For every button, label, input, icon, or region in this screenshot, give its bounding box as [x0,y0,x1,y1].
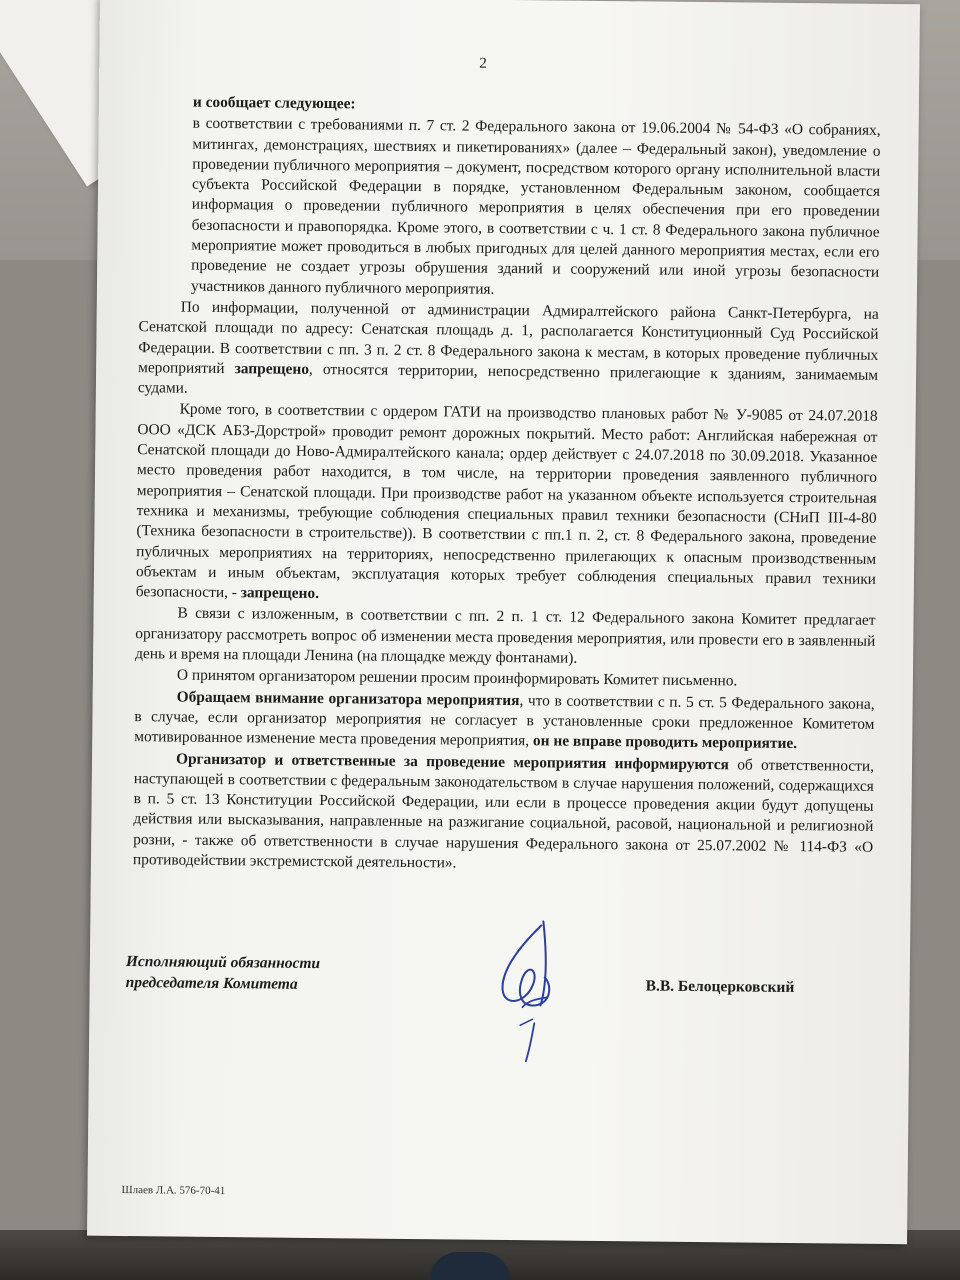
text-segment: в соответствии с требованиями п. 7 ст. 2 Федерального закона от 19.06.2004 № 54-ФЗ «О собраниях, митингах, демонстрациях, шествиях и пикетированиях» (далее – Федеральный закон), уведомление о проведении публичного мероприятия – документ, посредством которого органу исполнительной власти субъекта Российской Федерации в порядке, установленном Федеральным законом, сообщается информация о проведении публичного мероприятия в целях обеспечения при его проведении безопасности и правопорядка. Кроме этого, в соответствии с ч. 1 ст. 8 Федерального закона публичное мероприятие может проводиться в любых пригодных для целей данного мероприятия местах, если его проведение не создает угрозы обрушения зданий и сооружений или иной угрозы безопасности участников данного публичного мероприятия. [190,114,881,298]
text-segment: О принятом организатором решении просим проинформировать Комитет письменно. [176,666,738,690]
bold-text-segment: Обращаем внимание организатора мероприятия [176,688,520,709]
handwritten-signature [480,915,592,1066]
bold-text-segment: запрещено. [240,584,320,603]
document-body [133,92,881,879]
paragraph [138,297,879,406]
text-segment: Кроме того, в соответствии с ордером ГАТИ на производство плановых работ № У-9085 от 24.07.2018 ООО «ДСК АБЗ-Дорстрой» проводит ремонт дорожных покрытий. Место работ: Английская набережная от Сенатской площади до Ново-Адмиралтейского канала; ордер действует с 24.07.2018 по 30.09.2018. Указанное место проведения работ находится, в том числе, на территории проведения заявленного публичного мероприятия – Сенатской площади. При производстве работ на указанном объекте используется строительная техника и механизмы, требующие соблюдения специальных правил техники безопасности (СНиП III-4-80 (Техника безопасности в строительстве)). В соответствии с пп.1 п. 2, ст. 8 Федерального закона, проведение публичных мероприятиях на территориях, непосредственно прилегающих к опасным производственным объектам и иным объектам, эксплуатация которых требует соблюдения специальных правил техники безопасности, - [135,401,878,602]
signatory-name: В.В. Белоцерковский [645,977,795,997]
text-segment: , что в соответствии с п. 5 ст. 5 Федерального закона, в случае, если организатор мероприятия не согласует в установленные сроки предложенное Комитетом мотивированное изменение места проведения мероприятия, [134,691,875,750]
signature-block [125,951,886,1089]
page-number: 2 [479,55,487,72]
bold-text-segment: он не вправе проводить мероприятие. [532,732,798,753]
executor-contact: Шлаев Л.А. 576-70-41 [121,1183,226,1198]
desk-object [430,1252,510,1280]
signatory-title-line-2: председателя Комитета [125,974,298,993]
paragraph [134,687,875,756]
bold-text-segment: запрещено [234,359,310,378]
text-segment: , относятся территории, непосредственно прилегающие к зданиям, занимаемым судами. [137,360,879,397]
paragraph [139,113,881,303]
text-segment: об ответственности, наступающей в соответствии с федеральным законодательством в случае нарушения положений, содержащихся в п. 5 ст. 13 Конституции Российской Федерации, или если в процессе проведения акции будут допущены действия или высказывания, направленные на разжигание социальной, расовой, национальной и религиозной розни, - также об ответственности в случае нарушения Федерального закона от 25.07.2002 № 114-ФЗ «О противодействии экстремистской деятельности». [132,755,875,872]
signatory-title-line-1: Исполняющий обязанности [125,953,321,973]
document-page [87,0,920,1244]
bold-text-segment: Организатор и ответственные за проведение мероприятия информируются [175,750,730,773]
text-segment: По информации, полученной от администрации Адмиралтейского района Санкт-Петербурга, на Сенатской площади по адресу: Сенатская площадь д. 1, располагается Конституционный Суд Российской Федерации. В соответствии с пп. 3 п. 2 ст. 8 Федерального закона к местам, в которых проведение публичных мероприятий [138,298,879,377]
paragraph [133,749,874,879]
bold-text-segment: и сообщает следующее: [192,93,356,113]
text-segment: В связи с изложенным, в соответствии с пп. 2 п. 1 ст. 12 Федерального закона Комитет предлагает организатору рассмотреть вопрос об изменении места проведения мероприятия, или провести его в заявленный день и время на площади Ленина (на площадке между фонтанами). [135,604,876,667]
signatory-title [126,951,321,995]
paragraph [136,400,878,611]
paragraph [135,604,876,673]
